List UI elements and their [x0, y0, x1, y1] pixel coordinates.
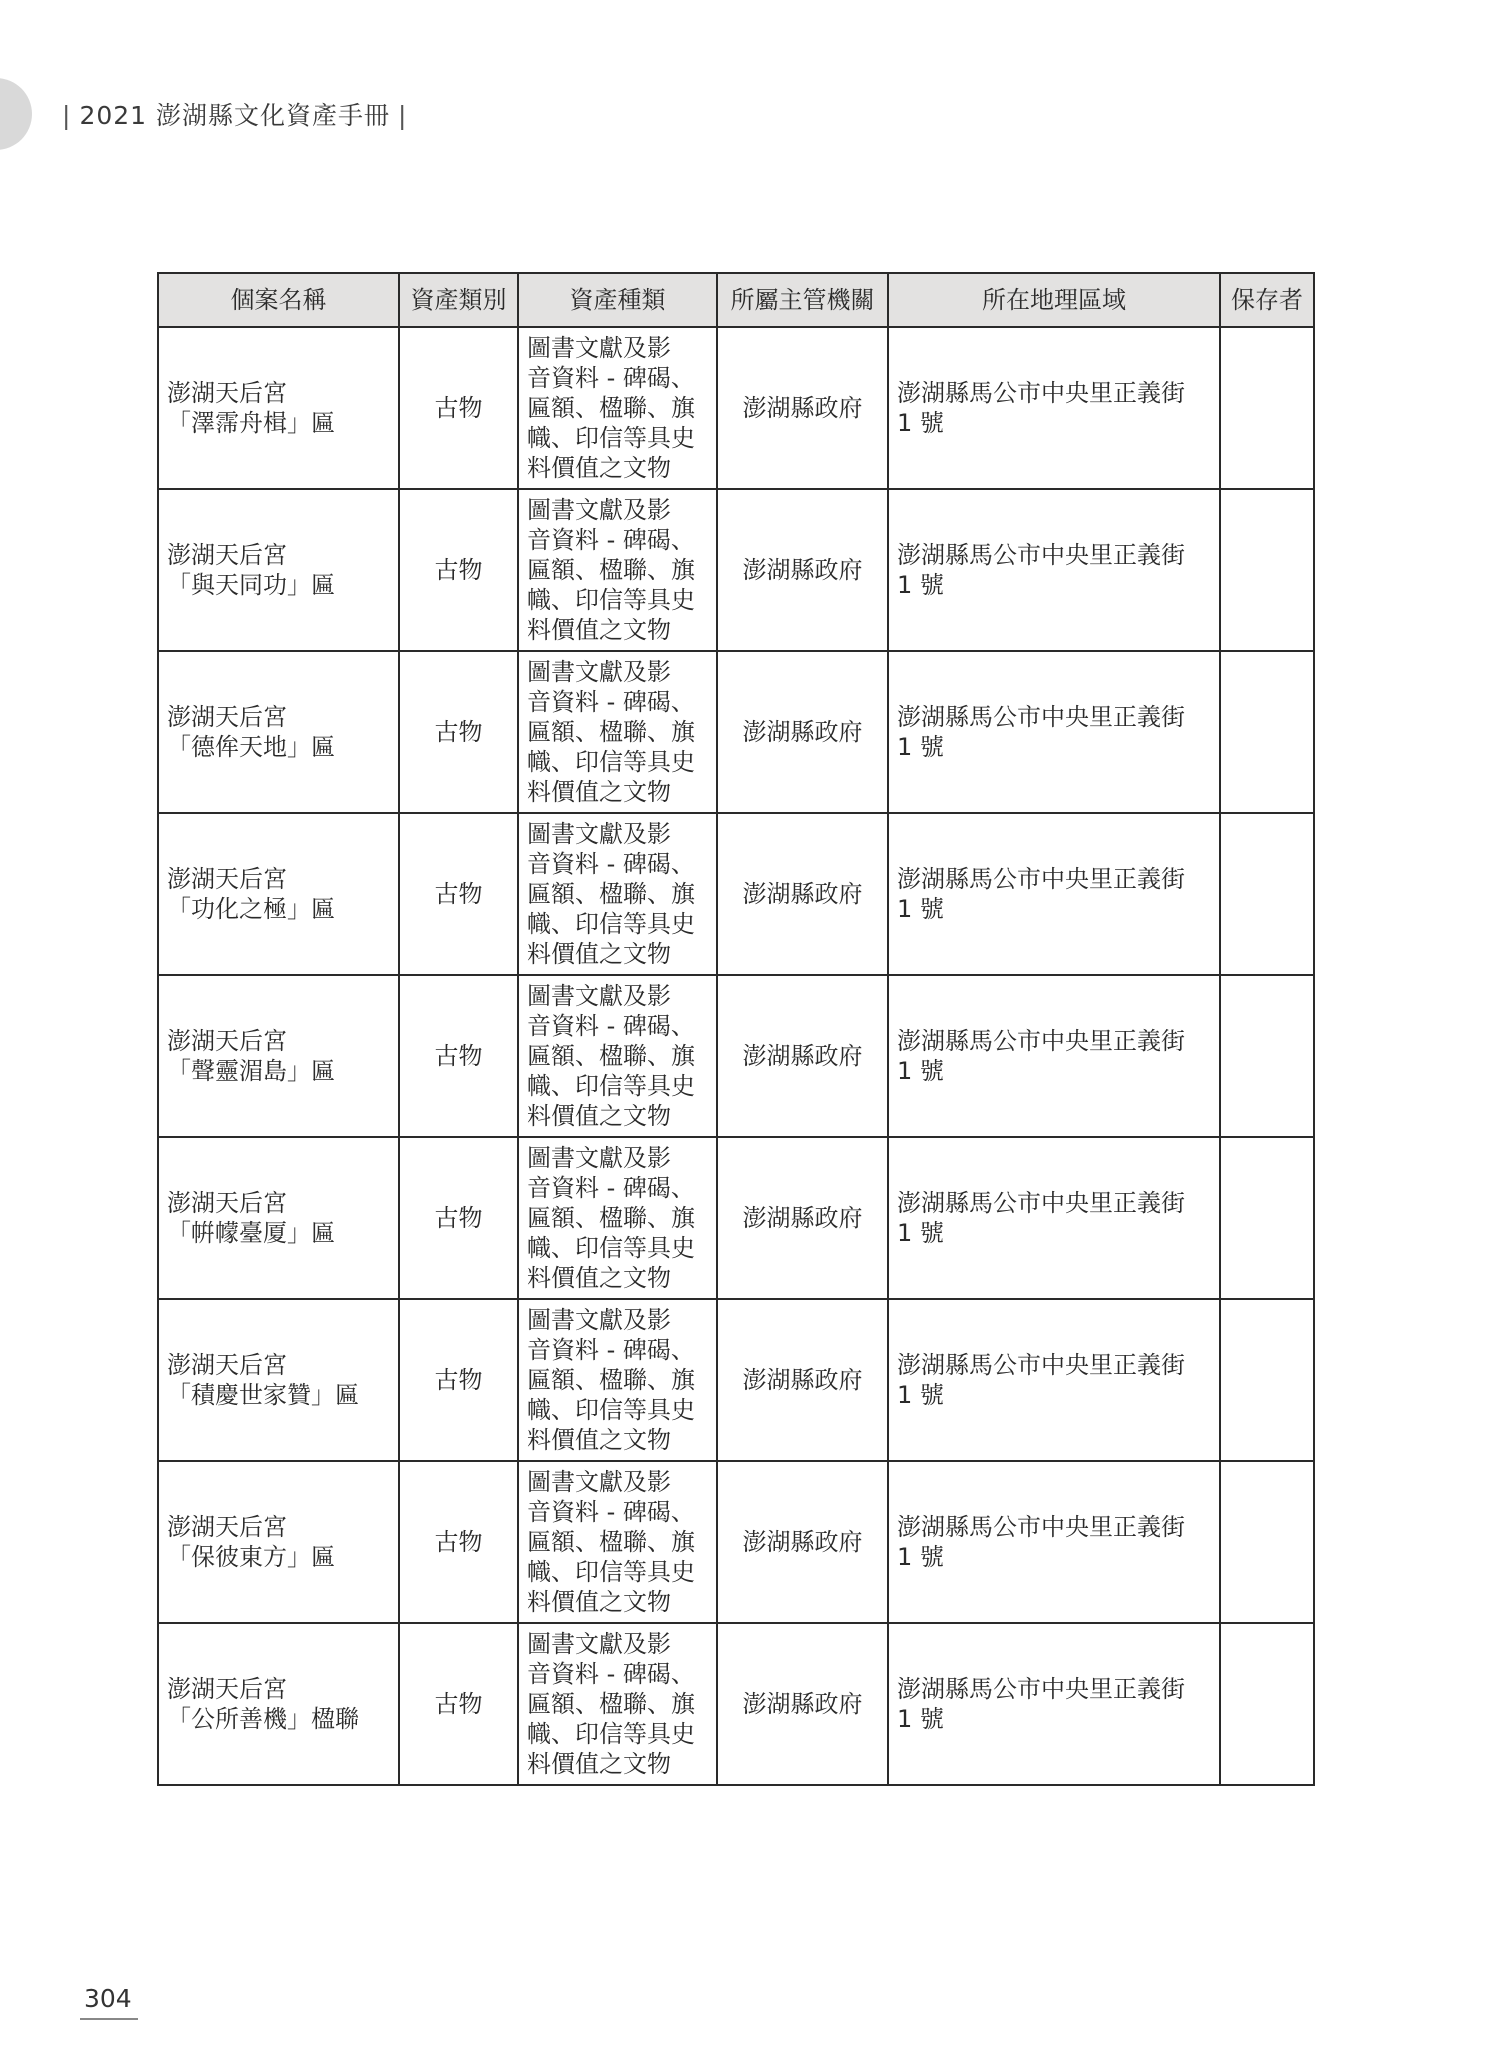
table-header-row — [158, 273, 1314, 327]
case-name-line: 「帲幪臺厦」匾 — [167, 1219, 335, 1247]
cell-keeper — [1220, 489, 1314, 651]
cell-case-name — [158, 1461, 399, 1623]
location-line: 1 號 — [897, 1057, 944, 1085]
asset-type-line: 幟、印信等具史 — [527, 748, 695, 776]
cell-case-name — [158, 1137, 399, 1299]
cell-asset-class: 古物 — [399, 1137, 518, 1299]
asset-type-line: 音資料 - 碑碣、 — [527, 1336, 695, 1364]
header-location: 所在地理區域 — [888, 273, 1220, 327]
cell-case-name — [158, 1299, 399, 1461]
location-line: 澎湖縣馬公市中央里正義街 — [897, 865, 1185, 893]
cell-case-name — [158, 1623, 399, 1785]
case-name-line: 澎湖天后宮 — [167, 865, 287, 893]
asset-type-line: 音資料 - 碑碣、 — [527, 850, 695, 878]
page-number: 304 — [84, 1984, 132, 2013]
asset-type-line: 音資料 - 碑碣、 — [527, 688, 695, 716]
asset-type-line: 料價值之文物 — [527, 778, 671, 806]
table-row — [158, 813, 1314, 975]
cell-location — [888, 1299, 1220, 1461]
location-line: 澎湖縣馬公市中央里正義街 — [897, 1027, 1185, 1055]
cell-authority: 澎湖縣政府 — [717, 327, 888, 489]
cell-case-name — [158, 813, 399, 975]
asset-type-line: 圖書文獻及影 — [527, 496, 671, 524]
asset-type-line: 圖書文獻及影 — [527, 982, 671, 1010]
cell-case-name — [158, 975, 399, 1137]
table-row — [158, 1461, 1314, 1623]
asset-type-line: 幟、印信等具史 — [527, 910, 695, 938]
header-case-name: 個案名稱 — [158, 273, 399, 327]
asset-type-line: 料價值之文物 — [527, 1102, 671, 1130]
cell-location — [888, 489, 1220, 651]
cell-authority: 澎湖縣政府 — [717, 1299, 888, 1461]
asset-type-line: 音資料 - 碑碣、 — [527, 1660, 695, 1688]
case-name-line: 澎湖天后宮 — [167, 1351, 287, 1379]
cell-asset-class: 古物 — [399, 1461, 518, 1623]
cell-location — [888, 327, 1220, 489]
table-body — [158, 327, 1314, 1785]
cell-asset-type — [518, 1461, 717, 1623]
location-line: 1 號 — [897, 895, 944, 923]
asset-type-line: 圖書文獻及影 — [527, 1468, 671, 1496]
cell-keeper — [1220, 813, 1314, 975]
asset-type-line: 幟、印信等具史 — [527, 424, 695, 452]
asset-type-line: 圖書文獻及影 — [527, 820, 671, 848]
cell-asset-class: 古物 — [399, 813, 518, 975]
table-row — [158, 327, 1314, 489]
asset-type-line: 料價值之文物 — [527, 1588, 671, 1616]
asset-type-line: 料價值之文物 — [527, 940, 671, 968]
asset-type-line: 匾額、楹聯、旗 — [527, 880, 695, 908]
cell-case-name — [158, 651, 399, 813]
cell-asset-type — [518, 327, 717, 489]
cultural-assets-table — [157, 272, 1315, 1786]
table-row — [158, 1623, 1314, 1785]
asset-type-line: 音資料 - 碑碣、 — [527, 1498, 695, 1526]
cell-authority: 澎湖縣政府 — [717, 975, 888, 1137]
asset-type-line: 音資料 - 碑碣、 — [527, 526, 695, 554]
cell-location — [888, 975, 1220, 1137]
case-name-line: 「德侔天地」匾 — [167, 733, 335, 761]
location-line: 1 號 — [897, 733, 944, 761]
asset-type-line: 圖書文獻及影 — [527, 334, 671, 362]
location-line: 澎湖縣馬公市中央里正義街 — [897, 1513, 1185, 1541]
location-line: 澎湖縣馬公市中央里正義街 — [897, 1189, 1185, 1217]
case-name-line: 澎湖天后宮 — [167, 703, 287, 731]
cell-asset-class: 古物 — [399, 651, 518, 813]
asset-type-line: 幟、印信等具史 — [527, 1072, 695, 1100]
asset-type-line: 圖書文獻及影 — [527, 1306, 671, 1334]
cell-authority: 澎湖縣政府 — [717, 651, 888, 813]
location-line: 澎湖縣馬公市中央里正義街 — [897, 1351, 1185, 1379]
asset-type-line: 匾額、楹聯、旗 — [527, 718, 695, 746]
asset-type-line: 圖書文獻及影 — [527, 1630, 671, 1658]
case-name-line: 「積慶世家贊」匾 — [167, 1381, 359, 1409]
asset-type-line: 音資料 - 碑碣、 — [527, 1012, 695, 1040]
case-name-line: 「公所善機」楹聯 — [167, 1705, 359, 1733]
header-left-bar: | — [62, 101, 72, 130]
location-line: 1 號 — [897, 1705, 944, 1733]
asset-type-line: 料價值之文物 — [527, 454, 671, 482]
page-number-rule — [80, 2018, 138, 2020]
location-line: 澎湖縣馬公市中央里正義街 — [897, 703, 1185, 731]
cell-keeper — [1220, 1623, 1314, 1785]
cell-location — [888, 1137, 1220, 1299]
cell-location — [888, 1461, 1220, 1623]
cell-keeper — [1220, 1461, 1314, 1623]
case-name-line: 澎湖天后宮 — [167, 1675, 287, 1703]
asset-type-line: 幟、印信等具史 — [527, 1720, 695, 1748]
location-line: 1 號 — [897, 409, 944, 437]
case-name-line: 「澤霈舟楫」匾 — [167, 409, 335, 437]
header-right-bar: | — [398, 101, 408, 130]
cell-authority: 澎湖縣政府 — [717, 1623, 888, 1785]
table-row — [158, 1299, 1314, 1461]
cell-keeper — [1220, 327, 1314, 489]
header-keeper: 保存者 — [1220, 273, 1314, 327]
asset-type-line: 幟、印信等具史 — [527, 1234, 695, 1262]
asset-type-line: 料價值之文物 — [527, 1426, 671, 1454]
case-name-line: 澎湖天后宮 — [167, 1513, 287, 1541]
location-line: 1 號 — [897, 1381, 944, 1409]
cell-keeper — [1220, 975, 1314, 1137]
cell-authority: 澎湖縣政府 — [717, 1137, 888, 1299]
asset-type-line: 匾額、楹聯、旗 — [527, 1042, 695, 1070]
cell-asset-class: 古物 — [399, 327, 518, 489]
case-name-line: 澎湖天后宮 — [167, 1189, 287, 1217]
table-row — [158, 489, 1314, 651]
cell-case-name — [158, 327, 399, 489]
location-line: 澎湖縣馬公市中央里正義街 — [897, 541, 1185, 569]
table-row — [158, 975, 1314, 1137]
asset-type-line: 匾額、楹聯、旗 — [527, 1366, 695, 1394]
cell-asset-type — [518, 489, 717, 651]
cell-authority: 澎湖縣政府 — [717, 489, 888, 651]
cell-location — [888, 813, 1220, 975]
cell-asset-type — [518, 1137, 717, 1299]
page-tab-marker — [0, 78, 32, 150]
asset-type-line: 匾額、楹聯、旗 — [527, 556, 695, 584]
cell-asset-type — [518, 813, 717, 975]
table-row — [158, 1137, 1314, 1299]
case-name-line: 「與天同功」匾 — [167, 571, 335, 599]
cell-authority: 澎湖縣政府 — [717, 813, 888, 975]
asset-type-line: 音資料 - 碑碣、 — [527, 364, 695, 392]
asset-type-line: 幟、印信等具史 — [527, 586, 695, 614]
cell-asset-type — [518, 975, 717, 1137]
header-authority: 所屬主管機關 — [717, 273, 888, 327]
asset-type-line: 幟、印信等具史 — [527, 1558, 695, 1586]
asset-type-line: 料價值之文物 — [527, 1750, 671, 1778]
cell-asset-class: 古物 — [399, 975, 518, 1137]
asset-type-line: 匾額、楹聯、旗 — [527, 1528, 695, 1556]
header-asset-class: 資產類別 — [399, 273, 518, 327]
asset-type-line: 匾額、楹聯、旗 — [527, 394, 695, 422]
location-line: 1 號 — [897, 571, 944, 599]
cell-asset-class: 古物 — [399, 1623, 518, 1785]
cell-keeper — [1220, 1299, 1314, 1461]
case-name-line: 「聲靈湄島」匾 — [167, 1057, 335, 1085]
cell-asset-type — [518, 1299, 717, 1461]
cell-location — [888, 1623, 1220, 1785]
cell-authority: 澎湖縣政府 — [717, 1461, 888, 1623]
cell-asset-class: 古物 — [399, 489, 518, 651]
cell-asset-class: 古物 — [399, 1299, 518, 1461]
asset-type-line: 圖書文獻及影 — [527, 658, 671, 686]
asset-type-line: 幟、印信等具史 — [527, 1396, 695, 1424]
header-title: 2021 澎湖縣文化資產手冊 — [79, 101, 391, 130]
asset-type-line: 圖書文獻及影 — [527, 1144, 671, 1172]
asset-type-line: 料價值之文物 — [527, 616, 671, 644]
asset-type-line: 匾額、楹聯、旗 — [527, 1204, 695, 1232]
table-row — [158, 651, 1314, 813]
case-name-line: 澎湖天后宮 — [167, 1027, 287, 1055]
cell-keeper — [1220, 1137, 1314, 1299]
asset-type-line: 匾額、楹聯、旗 — [527, 1690, 695, 1718]
running-header — [54, 96, 415, 132]
header-asset-type: 資產種類 — [518, 273, 717, 327]
cell-asset-type — [518, 1623, 717, 1785]
location-line: 1 號 — [897, 1219, 944, 1247]
case-name-line: 「功化之極」匾 — [167, 895, 335, 923]
cell-case-name — [158, 489, 399, 651]
cell-location — [888, 651, 1220, 813]
location-line: 澎湖縣馬公市中央里正義街 — [897, 379, 1185, 407]
location-line: 澎湖縣馬公市中央里正義街 — [897, 1675, 1185, 1703]
cell-asset-type — [518, 651, 717, 813]
location-line: 1 號 — [897, 1543, 944, 1571]
case-name-line: 澎湖天后宮 — [167, 379, 287, 407]
asset-type-line: 音資料 - 碑碣、 — [527, 1174, 695, 1202]
case-name-line: 澎湖天后宮 — [167, 541, 287, 569]
asset-type-line: 料價值之文物 — [527, 1264, 671, 1292]
cell-keeper — [1220, 651, 1314, 813]
case-name-line: 「保彼東方」匾 — [167, 1543, 335, 1571]
